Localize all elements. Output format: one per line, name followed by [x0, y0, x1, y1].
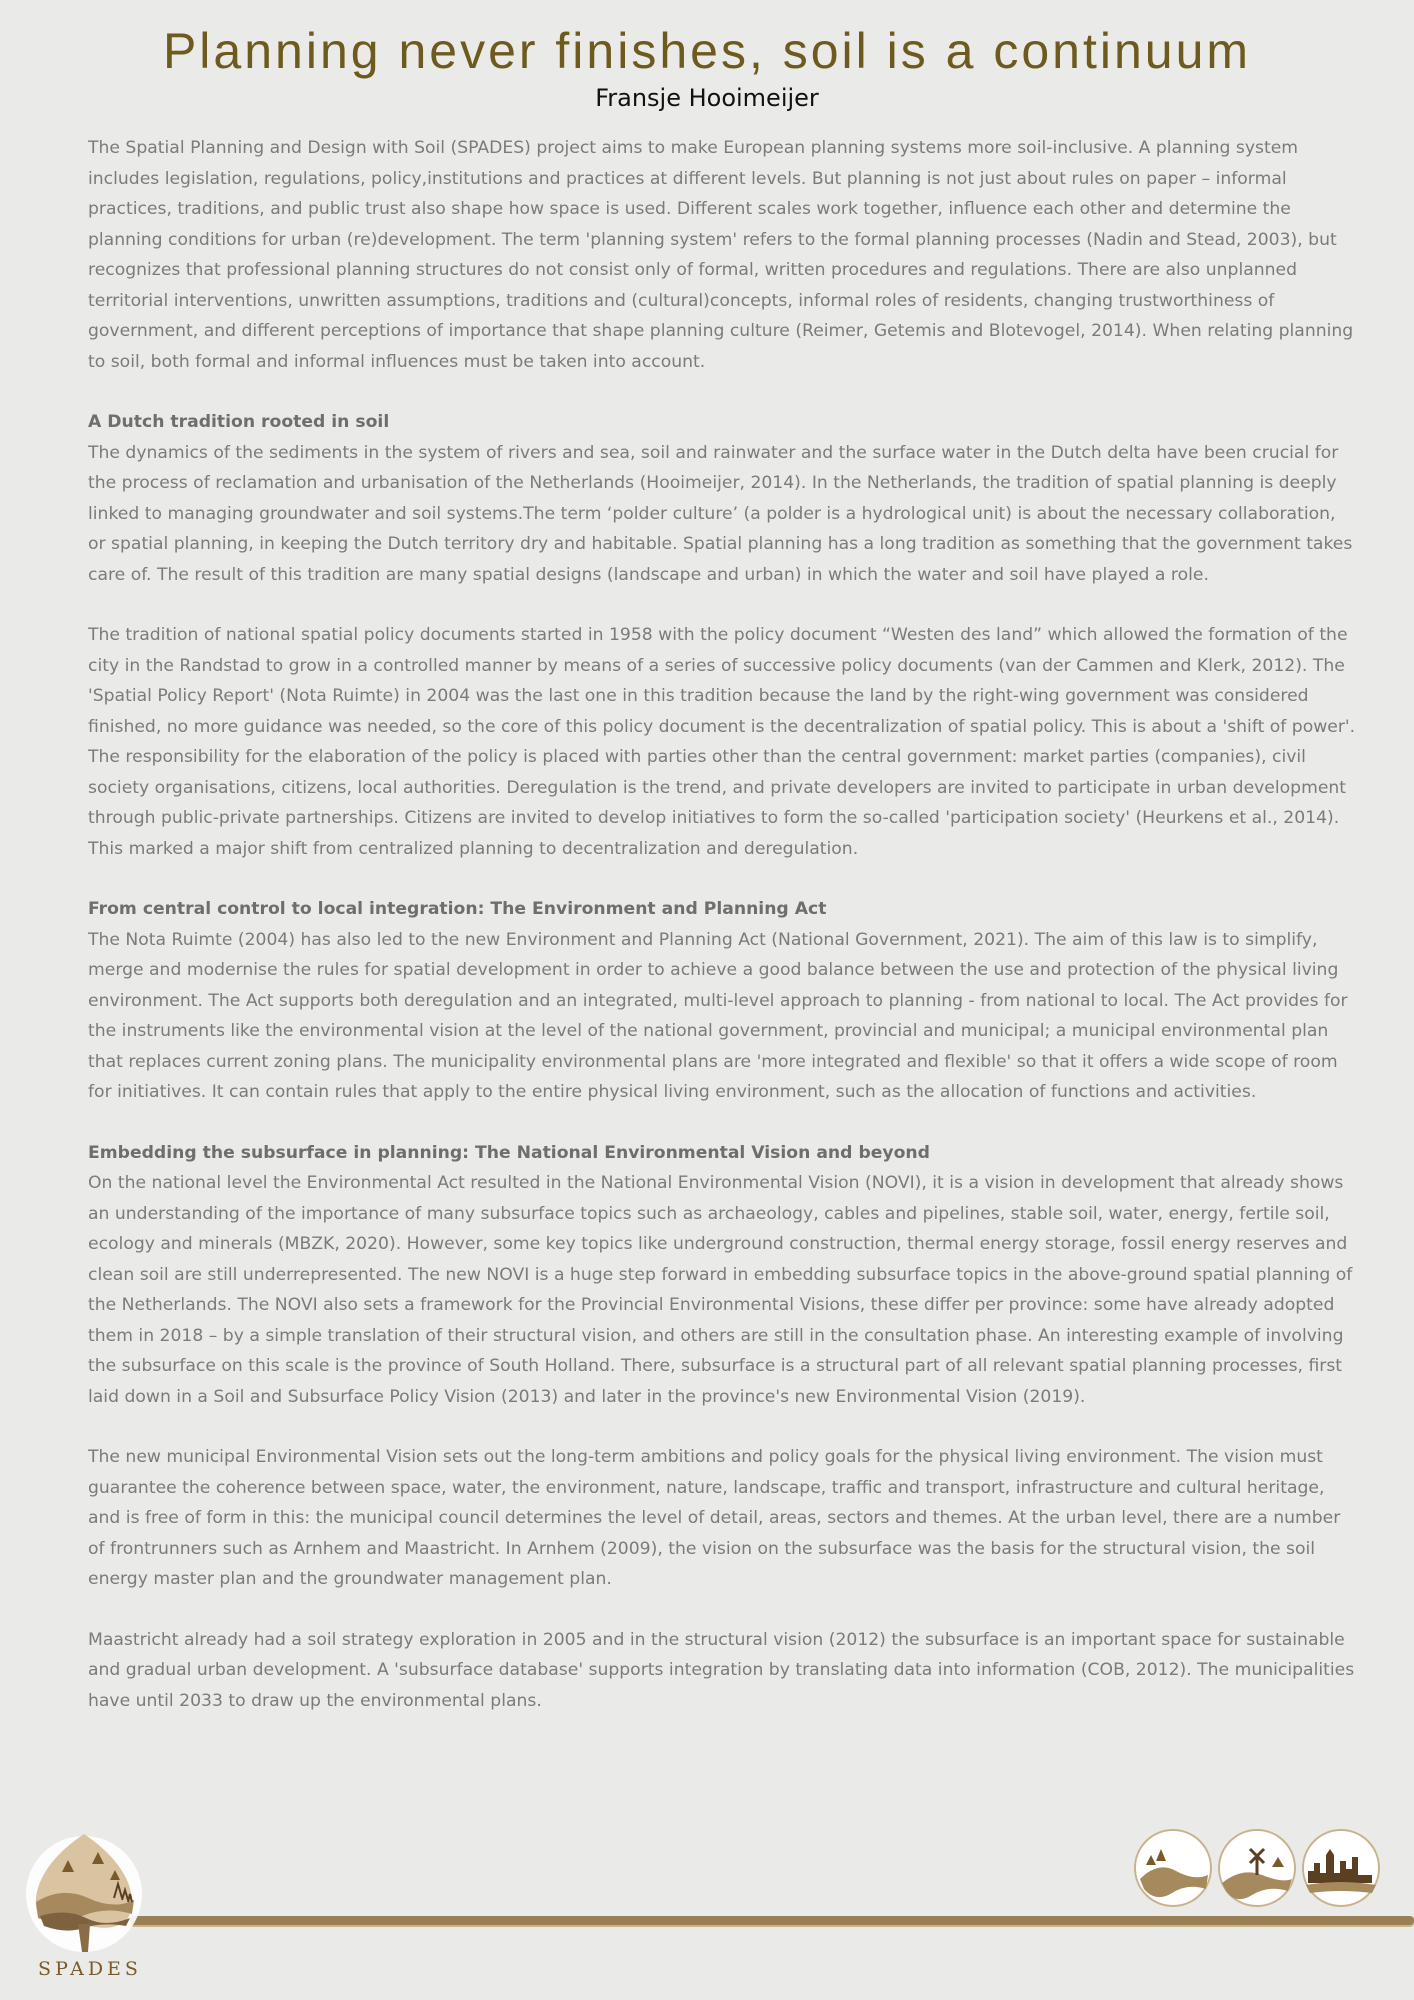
landscape-circle-icon	[1135, 1830, 1211, 1906]
subsurface-paragraph-2: The new municipal Environmental Vision sets out the long-term ambitions and policy goals for the physical living environment. The vision must guarantee the coherence between space, water, the environment, nature, landscape, traffic and transport, infrastructure and cultural heritage, and is free of form in this: the municipal council determines the level of detail, areas, sectors and themes. At the urban level, there are a number of frontrunners such as Arnhem and Maastricht. In Arnhem (2009), the vision on the subsurface was the basis for the structural vision, the soil energy master plan and the groundwater management plan.	[88, 1447, 1341, 1589]
subsurface-paragraph-3: Maastricht already had a soil strategy exploration in 2005 and in the structural vision (2012) the subsurface is an important space for sustainable and gradual urban development. A 'subsurface database' supports integration by translating data into information (COB, 2012). The municipalities have until 2033 to draw up the environmental plans.	[88, 1629, 1355, 1711]
intro-paragraph: The Spatial Planning and Design with Soil (SPADES) project aims to make European planning systems more soil-inclusive. A planning system includes legislation, regulations, policy,institutions and practices at different levels. But planning is not just about rules on paper – informal practices, traditions, and public trust also shape how space is used. Different scales work together, influence each other and determine the planning conditions for urban (re)development. The term 'planning system' refers to the formal planning processes (Nadin and Stead, 2003), but recognizes that professional planning structures do not consist only of formal, written procedures and regulations. There are also unplanned territorial interventions, unwritten assumptions, traditions and (cultural)concepts, informal roles of residents, changing trustworthiness of government, and different perceptions of importance that shape planning culture (Reimer, Getemis and Blotevogel, 2014). When relating planning to soil, both formal and informal influences must be taken into account.	[88, 138, 1354, 372]
dutch-tradition-paragraph-2: The tradition of national spatial policy documents started in 1958 with the policy document “Westen des land” which allowed the formation of the city in the Randstad to grow in a controlled manner by means of a series of successive policy documents (van der Cammen and Klerk, 2012). The 'Spatial Policy Report' (Nota Ruimte) in 2004 was the last one in this tradition because the land by the right-wing government was considered finished, no more guidance was needed, so the core of this policy document is the decentralization of spatial policy. This is about a 'shift of power'. The responsibility for the elaboration of the policy is placed with parties other than the central government: market parties (companies), civil society organisations, citizens, local authorities. Deregulation is the trend, and private developers are invited to participate in urban development through public-private partnerships. Citizens are invited to develop initiatives to form the so-called 'participation society' (Heurkens et al., 2014). This marked a major shift from centralized planning to decentralization and deregulation.	[88, 625, 1356, 859]
author-name: Fransje Hooimeijer	[595, 84, 819, 112]
footer-divider	[130, 1916, 1414, 1925]
spades-tree-logo-icon	[22, 1828, 152, 1958]
section-heading-subsurface: Embedding the subsurface in planning: The National Environmental Vision and beyond	[88, 1142, 930, 1163]
city-skyline-circle-icon	[1303, 1830, 1379, 1906]
article-body	[88, 133, 1358, 1716]
footer-illustrations	[1132, 1827, 1382, 1909]
environment-act-paragraph: The Nota Ruimte (2004) has also led to the new Environment and Planning Act (National Government, 2021). The aim of this law is to simplify, merge and modernise the rules for spatial development in order to achieve a good balance between the use and protection of the physical living environment. The Act supports both deregulation and an integrated, multi-level approach to planning - from national to local. The Act provides for the instruments like the environmental vision at the level of the national government, provincial and municipal; a municipal environmental plan that replaces current zoning plans. The municipality environmental plans are 'more integrated and flexible' so that it offers a wide scope of room for initiatives. It can contain rules that apply to the entire physical living environment, such as the allocation of functions and activities.	[88, 929, 1348, 1102]
page-title: Planning never finishes, soil is a continuum	[162, 23, 1252, 79]
subsurface-paragraph-1: On the national level the Environmental Act resulted in the National Environmental Vision (NOVI), it is a vision in development that already shows an understanding of the importance of many subsurface topics such as archaeology, cables and pipelines, stable soil, water, energy, fertile soil, ecology and minerals (MBZK, 2020). However, some key topics like underground construction, thermal energy storage, fossil energy reserves and clean soil are still underrepresented. The new NOVI is a huge step forward in embedding subsurface topics in the above-ground spatial planning of the Netherlands. The NOVI also sets a framework for the Provincial Environmental Visions, these differ per province: some have already adopted them in 2018 – by a simple translation of their structural vision, and others are still in the consultation phase. An interesting example of involving the subsurface on this scale is the province of South Holland. There, subsurface is a structural part of all relevant spatial planning processes, first laid down in a Soil and Subsurface Policy Vision (2013) and later in the province's new Environmental Vision (2019).	[88, 1173, 1353, 1407]
dutch-tradition-paragraph-1: The dynamics of the sediments in the system of rivers and sea, soil and rainwater and the surface water in the Dutch delta have been crucial for the process of reclamation and urbanisation of the Netherlands (Hooimeijer, 2014). In the Netherlands, the tradition of spatial planning is deeply linked to managing groundwater and soil systems.The term ‘polder culture’ (a polder is a hydrological unit) is about the necessary collaboration, or spatial planning, in keeping the Dutch territory dry and habitable. Spatial planning has a long tradition as something that the government takes care of. The result of this tradition are many spatial designs (landscape and urban) in which the water and soil have played a role.	[88, 442, 1353, 585]
section-heading-environment-act: From central control to local integration: The Environment and Planning Act	[88, 899, 827, 919]
windmill-circle-icon	[1219, 1830, 1295, 1906]
section-heading-dutch-tradition: A Dutch tradition rooted in soil	[88, 412, 390, 432]
spades-logo-text: SPADES	[38, 1958, 142, 1980]
